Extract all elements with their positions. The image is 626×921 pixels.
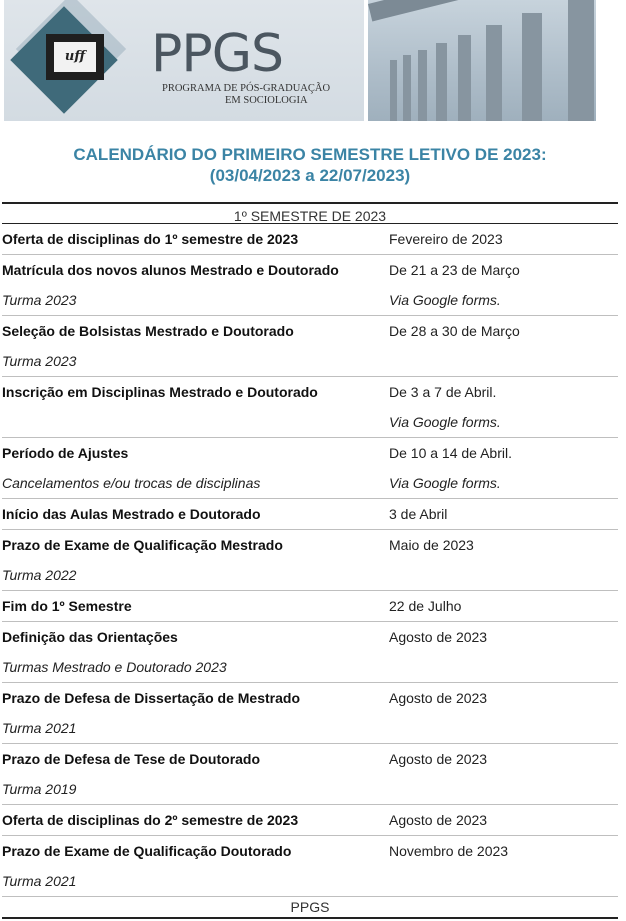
event-date: Novembro de 2023: [389, 843, 509, 859]
event-detail: Cancelamentos e/ou trocas de disciplinas: [2, 475, 261, 491]
event-label: Prazo de Defesa de Dissertação de Mestrado: [2, 690, 301, 706]
event-detail: Turma 2021: [2, 720, 77, 736]
event-date: De 21 a 23 de Março: [389, 262, 520, 278]
event-note: Via Google forms.: [389, 475, 501, 491]
table-row: [2, 498, 618, 529]
event-date: 3 de Abril: [389, 506, 448, 522]
table-row: [2, 804, 618, 835]
event-label: Seleção de Bolsistas Mestrado e Doutorado: [2, 323, 294, 339]
event-date: 22 de Julho: [389, 598, 462, 614]
table-row: [2, 315, 618, 376]
event-label: Inscrição em Disciplinas Mestrado e Doutorado: [2, 384, 318, 400]
event-label: Definição das Orientações: [2, 629, 178, 645]
table-row: [2, 743, 618, 804]
title-line2: (03/04/2023 a 22/07/2023): [209, 166, 411, 185]
semester-header: 1º SEMESTRE DE 2023: [2, 202, 618, 223]
event-date: De 28 a 30 de Março: [389, 323, 520, 339]
event-label: Oferta de disciplinas do 1º semestre de 2023: [2, 231, 299, 247]
logo-panel: [4, 0, 364, 121]
page-title: [0, 144, 620, 186]
event-date: Agosto de 2023: [389, 751, 488, 767]
program-name-line2: EM SOCIOLOGIA: [225, 95, 308, 106]
event-detail: Turma 2023: [2, 292, 77, 308]
event-label: Início das Aulas Mestrado e Doutorado: [2, 506, 261, 522]
event-label: Oferta de disciplinas do 2º semestre de 2023: [2, 812, 299, 828]
table-row: [2, 621, 618, 682]
event-date: Maio de 2023: [389, 537, 474, 553]
calendar-table: [2, 202, 618, 919]
bridge-pillar: [522, 13, 542, 121]
table-row: [2, 223, 618, 254]
event-date: Agosto de 2023: [389, 690, 488, 706]
bridge-pillar: [390, 60, 397, 121]
event-date: De 3 a 7 de Abril.: [389, 384, 497, 400]
event-detail: Turmas Mestrado e Doutorado 2023: [2, 659, 227, 675]
brand-title: PPGS: [151, 24, 284, 84]
table-row: [2, 835, 618, 896]
event-detail: Turma 2022: [2, 567, 77, 583]
bridge-pillar: [403, 55, 411, 121]
program-name-line1: PROGRAMA DE PÓS-GRADUAÇÃO: [162, 83, 331, 94]
bridge-pillar: [436, 43, 447, 121]
bridge-pillar: [568, 0, 594, 121]
event-date: De 10 a 14 de Abril.: [389, 445, 512, 461]
uff-logo-text: uff: [54, 42, 96, 72]
event-label: Período de Ajustes: [2, 445, 129, 461]
event-label: Matrícula dos novos alunos Mestrado e Doutorado: [2, 262, 339, 278]
bridge-photo: [368, 0, 596, 121]
event-note: Via Google forms.: [389, 292, 501, 308]
header-banner: [4, 0, 596, 121]
event-detail: Turma 2021: [2, 873, 77, 889]
event-date: Agosto de 2023: [389, 812, 488, 828]
table-row: [2, 590, 618, 621]
bridge-pillar: [486, 25, 502, 121]
event-note: Via Google forms.: [389, 414, 501, 430]
bridge-pillar: [418, 50, 427, 121]
table-row: [2, 529, 618, 590]
table-row: [2, 437, 618, 498]
table-footer: PPGS: [2, 896, 618, 919]
title-line1: CALENDÁRIO DO PRIMEIRO SEMESTRE LETIVO DE 2023:: [73, 145, 547, 164]
event-detail: Turma 2023: [2, 353, 77, 369]
event-date: Agosto de 2023: [389, 629, 488, 645]
table-row: [2, 682, 618, 743]
table-row: [2, 376, 618, 437]
event-label: Prazo de Defesa de Tese de Doutorado: [2, 751, 261, 767]
table-row: [2, 254, 618, 315]
event-date: Fevereiro de 2023: [389, 231, 503, 247]
event-detail: Turma 2019: [2, 781, 77, 797]
uff-logo: [46, 34, 104, 80]
bridge-deck: [368, 0, 596, 21]
bridge-pillar: [458, 35, 471, 121]
event-label: Fim do 1º Semestre: [2, 598, 132, 614]
event-label: Prazo de Exame de Qualificação Doutorado: [2, 843, 292, 859]
event-label: Prazo de Exame de Qualificação Mestrado: [2, 537, 283, 553]
